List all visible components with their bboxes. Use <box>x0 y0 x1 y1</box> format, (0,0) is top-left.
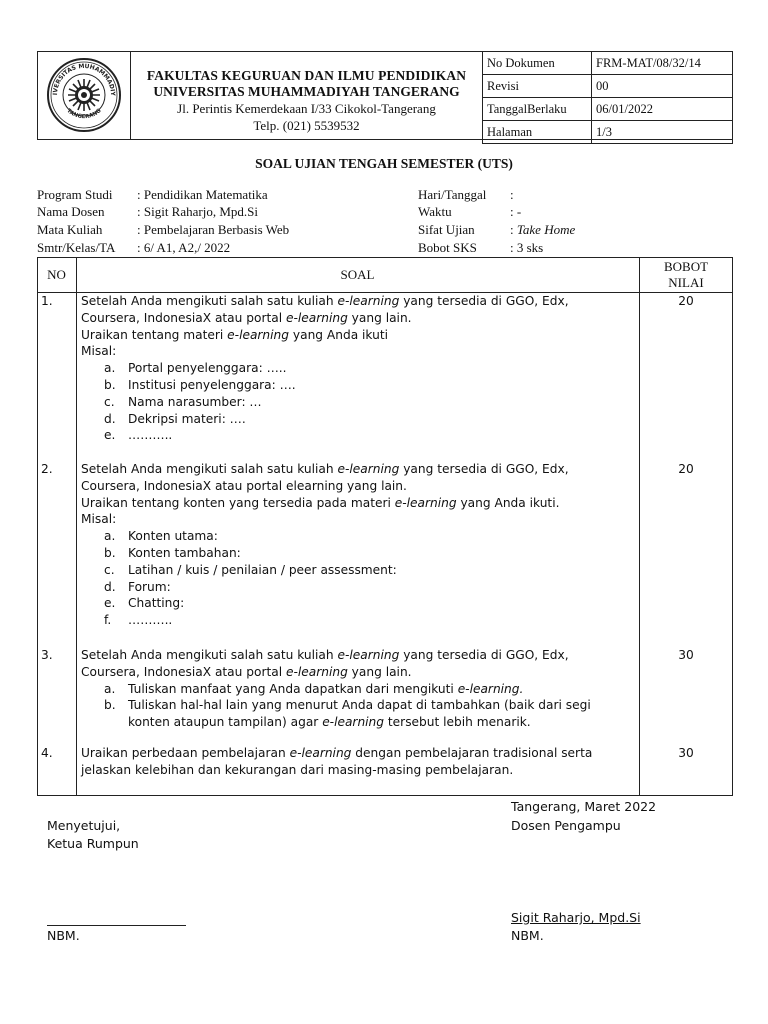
italic-term: e-learning <box>289 746 352 760</box>
question-number: 1. <box>41 294 53 308</box>
question-subitem <box>104 394 604 411</box>
logo-cell <box>37 51 131 140</box>
lecturer-name: Sigit Raharjo, Mpd.Si <box>511 910 641 925</box>
question-subitem <box>104 579 604 596</box>
subitem-marker: c. <box>104 394 115 409</box>
info-label: Nama Dosen <box>37 204 105 219</box>
header-soal: SOAL <box>340 267 375 282</box>
exam-title: SOAL UJIAN TENGAH SEMESTER (UTS) <box>255 156 513 171</box>
question-subitem <box>104 595 604 612</box>
right-title: Dosen Pengampu <box>511 818 621 833</box>
info-label: Mata Kuliah <box>37 222 103 237</box>
subitem-text: Nama narasumber: … <box>128 394 262 409</box>
subitem-marker: e. <box>104 428 116 443</box>
subitem-marker: b. <box>104 698 116 713</box>
question-subitem <box>104 545 604 562</box>
header-no: NO <box>47 267 66 282</box>
info-label: Bobot SKS <box>418 240 477 255</box>
info-label: Smtr/Kelas/TA <box>37 240 116 255</box>
subitem-text: Tuliskan hal-hal lain yang menurut Anda dapat di tambahkan (baik dari segi <box>128 698 591 713</box>
italic-term: e-learning <box>394 495 457 510</box>
subitem-text: ……….. <box>128 428 173 443</box>
subitem-text: Institusi penyelenggara: …. <box>128 378 296 392</box>
italic-term: e-learning <box>337 462 400 476</box>
subitem-marker: b. <box>104 378 116 392</box>
meta-row <box>483 75 733 98</box>
left-title-1: Menyetujui, <box>47 818 121 833</box>
question-text-line: Misal: <box>81 512 117 527</box>
info-value: : Pembelajaran Berbasis Web <box>137 222 290 237</box>
meta-value: 1/3 <box>592 121 733 144</box>
subitem-text: konten ataupun tampilan) agar e-learning tersebut lebih menarik. <box>128 715 531 730</box>
meta-value: 00 <box>592 75 733 98</box>
subitem-marker: c. <box>104 562 115 577</box>
subitem-text: Konten tambahan: <box>128 546 241 560</box>
place-date: Tangerang, Maret 2022 <box>511 799 657 814</box>
question-subitem <box>104 427 604 444</box>
question-subitem <box>104 360 604 377</box>
subitem-text: Chatting: <box>128 596 185 611</box>
meta-key: No Dokumen <box>483 52 592 75</box>
subitem-marker: b. <box>104 546 116 560</box>
subitem-marker: d. <box>104 411 116 426</box>
question-weight: 20 <box>678 462 694 476</box>
question-text-line: Coursera, IndonesiaX atau portal e-learning yang lain. <box>81 310 412 325</box>
info-label: Program Studi <box>37 187 113 202</box>
question-text-line: Misal: <box>81 344 117 359</box>
meta-row <box>483 98 733 121</box>
subitem-marker: a. <box>104 361 116 376</box>
question-text-line: jelaskan kelebihan dan kekurangan dari masing-masing pembelajaran. <box>81 762 514 777</box>
question-subitem <box>104 714 604 731</box>
info-value: : Pendidikan Matematika <box>137 187 268 202</box>
subitem-text: Konten utama: <box>128 529 218 544</box>
subitem-marker: e. <box>104 596 116 611</box>
document-meta-table <box>482 51 733 144</box>
meta-value: 06/01/2022 <box>592 98 733 121</box>
logo-text-top: IVERSITAS MUHAMMADIY <box>51 62 117 96</box>
info-value: : Sigit Raharjo, Mpd.Si <box>137 204 258 219</box>
question-subitem <box>104 612 604 629</box>
faculty-name: FAKULTAS KEGURUAN DAN ILMU PENDIDIKAN <box>146 68 467 83</box>
info-value: : 6/ A1, A2,/ 2022 <box>137 240 231 255</box>
question-text-line: Uraikan tentang konten yang tersedia pada materi e-learning yang Anda ikuti. <box>81 495 560 510</box>
subitem-marker: a. <box>104 681 116 696</box>
info-label: Sifat Ujian <box>418 222 475 237</box>
address: Jl. Perintis Kemerdekaan I/33 Cikokol-Tangerang <box>177 101 436 116</box>
subitem-text: Forum: <box>128 579 171 594</box>
question-number: 4. <box>41 746 53 760</box>
info-value: : 3 sks <box>510 240 544 255</box>
question-subitem <box>104 528 604 545</box>
question-text-line: Setelah Anda mengikuti salah satu kuliah e-learning yang tersedia di GGO, Edx, <box>81 648 569 662</box>
right-nbm: NBM. <box>511 928 544 943</box>
question-weight: 30 <box>678 746 694 760</box>
italic-term: e-learning <box>337 648 400 662</box>
meta-row <box>483 52 733 75</box>
meta-key: Revisi <box>483 75 592 98</box>
institution-block <box>131 51 482 140</box>
question-subitem <box>104 411 604 428</box>
subitem-marker: f. <box>104 613 112 628</box>
column-divider <box>76 257 77 796</box>
italic-term: e-learning <box>337 294 400 308</box>
left-title-2: Ketua Rumpun <box>47 836 139 851</box>
italic-term: e-learning <box>322 715 385 730</box>
question-weight: 20 <box>678 294 694 308</box>
question-text-line: Uraikan perbedaan pembelajaran e-learning dengan pembelajaran tradisional serta <box>81 746 593 760</box>
question-subitem <box>104 697 604 714</box>
meta-key: Halaman <box>483 121 592 144</box>
italic-term: e-learning <box>227 327 290 342</box>
logo-text-bottom: TANGERANG <box>65 107 103 121</box>
question-number: 3. <box>41 648 53 662</box>
subitem-text: Dekripsi materi: …. <box>128 411 246 426</box>
info-label: Waktu <box>418 204 452 219</box>
info-value: : <box>510 222 517 237</box>
question-text-line: Setelah Anda mengikuti salah satu kuliah e-learning yang tersedia di GGO, Edx, <box>81 294 569 308</box>
subitem-text: Portal penyelenggara: ….. <box>128 361 287 376</box>
question-text-line: Uraikan tentang materi e-learning yang Anda ikuti <box>81 327 389 342</box>
question-subitem <box>104 681 604 698</box>
question-text-line: Setelah Anda mengikuti salah satu kuliah e-learning yang tersedia di GGO, Edx, <box>81 462 569 476</box>
header-bobot <box>639 259 733 291</box>
university-logo <box>37 51 131 140</box>
info-value: : - <box>510 204 522 219</box>
subitem-text: Latihan / kuis / penilaian / peer assessment: <box>128 562 397 577</box>
university-name: UNIVERSITAS MUHAMMADIYAH TANGERANG <box>153 84 460 99</box>
subitem-text: Tuliskan manfaat yang Anda dapatkan dari mengikuti e-learning. <box>128 681 524 696</box>
left-nbm: NBM. <box>47 928 80 943</box>
subitem-text: ……….. <box>128 613 173 628</box>
header-bobot-1: BOBOT <box>663 259 709 274</box>
italic-term: e-learning <box>285 310 348 325</box>
question-text-line: Coursera, IndonesiaX atau portal elearning yang lain. <box>81 478 407 493</box>
meta-value: FRM-MAT/08/32/14 <box>592 52 733 75</box>
question-number: 2. <box>41 462 53 476</box>
info-label: Hari/Tanggal <box>418 187 487 202</box>
left-signature-line <box>47 925 186 926</box>
question-subitem <box>104 562 604 579</box>
info-value-italic: Take Home <box>516 222 576 237</box>
italic-term: e-learning <box>285 664 348 679</box>
question-text-line: Coursera, IndonesiaX atau portal e-learning yang lain. <box>81 664 412 679</box>
header-bobot-2: NILAI <box>668 275 704 290</box>
column-divider <box>639 257 640 796</box>
meta-key: TanggalBerlaku <box>483 98 592 121</box>
question-weight: 30 <box>678 648 694 662</box>
meta-row <box>483 121 733 144</box>
info-value-wrap <box>510 222 575 238</box>
subitem-marker: a. <box>104 529 116 544</box>
phone: Telp. (021) 5539532 <box>253 118 360 133</box>
italic-term: e-learning. <box>457 681 524 696</box>
info-value: : <box>510 187 514 202</box>
question-subitem <box>104 377 604 394</box>
subitem-marker: d. <box>104 579 116 594</box>
